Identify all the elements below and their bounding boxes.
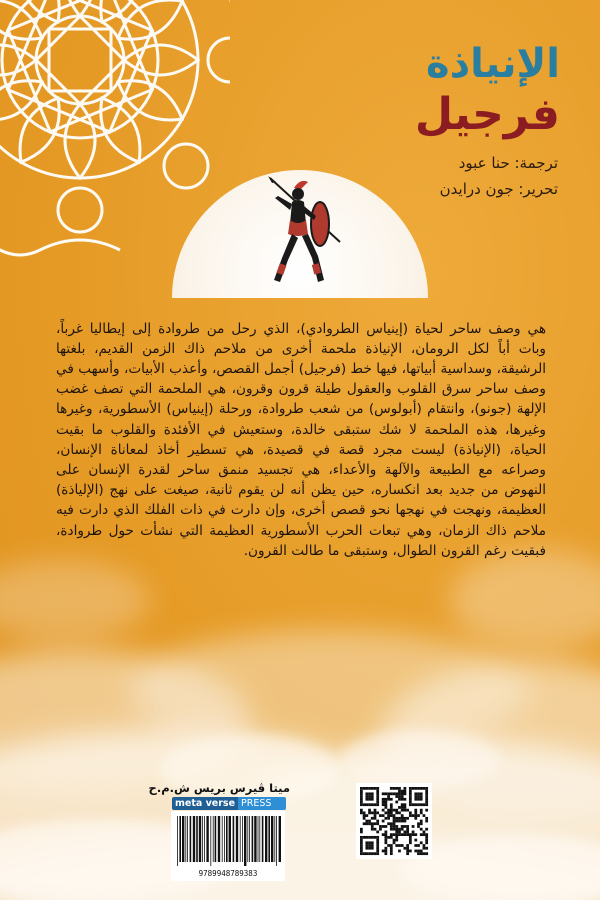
editor-line: تحرير: جون درايدن — [439, 180, 558, 198]
publisher-logo-left: meta verse — [172, 797, 238, 810]
book-title: الإنياذة — [425, 41, 560, 87]
publisher-block — [148, 781, 290, 810]
book-blurb: هي وصف ساحر لحياة (إينياس الطروادي)، الذي رحل من طروادة إلى إيطاليا غرباً، وبات أباً لكل الرومان، الإنياذة ملحمة أخرى من ملاحم ذاك الزمن القديم، بلغتها الرشيقة، وسداسية أبياتها، فيها خط (فرجيل) أجمل القصص، وأعذب الأبيات، وأسهب في وصف ساحر سرق القلوب والعقول طيلة قرون وقرون، هي الملحمة التي تصف غضب الإلهة (جونو)، وانتقام (أبولوس) من شعب طروادة، ورحلة (إينياس) الأسطورية، وغيرها وغيرها، هذه الملحمة لا شك ستبقى خالدة، وستعيش في الأفئدة والقلوب ما بقيت الحياة، (الإنياذة) ليست مجرد قصة في قصيدة، هي تسطير أخاذ لمعاناة الإنسان، وصراعه مع الطبيعة والآلهة والأعداء، هي تجسيد منمق ساحر لقدرة الإنسان على النهوض من جديد بعد انكساره، حين يظن أنه لن يقوم ثانية، صيغت على نهج (الإلياذة) العظيمة، ونهجت في نهجها نحو قصص أخرى، وإن دارت في ذات الفلك الذي دارت فيه ملاحم ذاك الزمان، وهي تبعات الحرب الأسطورية العظيمة التي نشأت حول طروادة، فبقيت رغم القرون الطوال، وستبقى ما طالت القرون. — [56, 320, 546, 559]
publisher-logo — [172, 797, 286, 810]
barcode-icon — [175, 816, 281, 866]
isbn-number: 9789948789383 — [198, 869, 258, 878]
book-title-block — [415, 40, 560, 142]
greek-warrior-illustration — [248, 172, 348, 292]
publisher-name: ميتا ڤيرس بريس ش.م.ح — [148, 781, 290, 795]
publisher-logo-right: PRESS — [238, 797, 286, 810]
isbn-barcode — [171, 811, 285, 881]
qr-code-icon[interactable] — [356, 783, 432, 859]
book-author: فرجيل — [414, 89, 560, 140]
translator-line: ترجمة: حنا عبود — [458, 154, 558, 172]
credits — [440, 150, 558, 202]
